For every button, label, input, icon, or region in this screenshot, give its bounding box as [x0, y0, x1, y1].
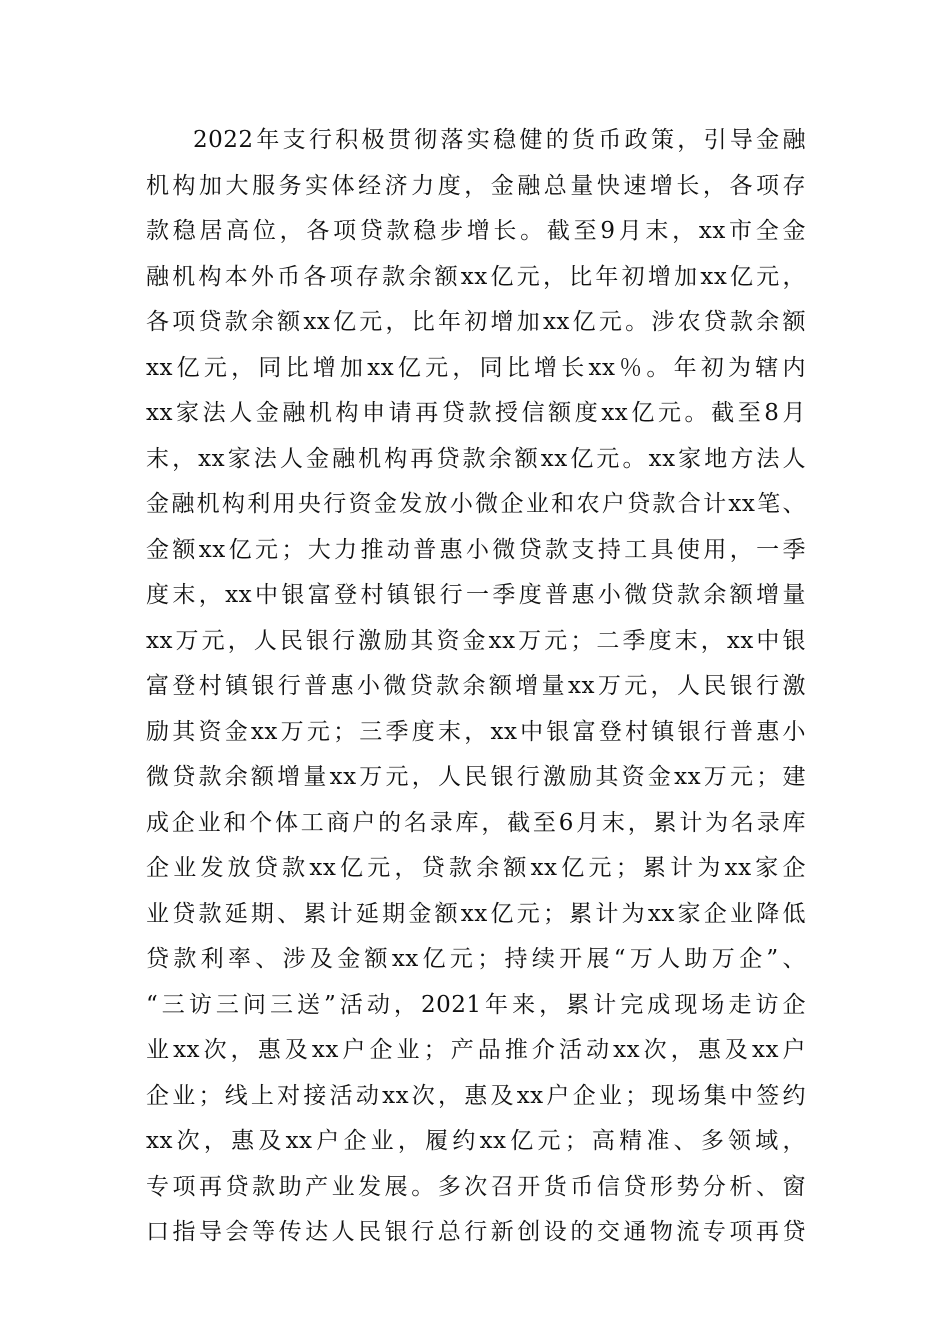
body-paragraph: [146, 118, 806, 1256]
text-line: 业xx次，惠及xx户企业；产品推介活动xx次，惠及xx户: [146, 1037, 806, 1063]
text-line: xx亿元，同比增加xx亿元，同比增长xx％。年初为辖内: [146, 354, 806, 381]
text-line: 金额xx亿元；大力推动普惠小微贷款支持工具使用，一季: [146, 536, 806, 563]
text-line: 贷款利率、涉及金额xx亿元；持续开展“万人助万企”、: [146, 946, 806, 972]
text-line: 富登村镇银行普惠小微贷款余额增量xx万元，人民银行激: [146, 673, 806, 699]
text-line: 专项再贷款助产业发展。多次召开货币信贷形势分析、窗: [146, 1173, 806, 1200]
text-line: 度末，xx中银富登村镇银行一季度普惠小微贷款余额增量: [146, 582, 806, 608]
text-line: 末，xx家法人金融机构再贷款余额xx亿元。xx家地方法人: [146, 445, 806, 472]
text-line: 机构加大服务实体经济力度，金融总量快速增长，各项存: [146, 172, 806, 199]
text-line: 2022年支行积极贯彻落实稳健的货币政策，引导金融: [193, 127, 806, 153]
text-line: 金融机构利用央行资金发放小微企业和农户贷款合计xx笔、: [146, 491, 806, 517]
text-line: 各项贷款余额xx亿元，比年初增加xx亿元。涉农贷款余额: [146, 309, 806, 335]
text-line: 企业；线上对接活动xx次，惠及xx户企业；现场集中签约: [146, 1082, 806, 1109]
text-line: 企业发放贷款xx亿元，贷款余额xx亿元；累计为xx家企: [146, 855, 806, 881]
text-line: xx次，惠及xx户企业，履约xx亿元；高精准、多领域，: [146, 1128, 806, 1154]
text-line: 微贷款余额增量xx万元，人民银行激励其资金xx万元；建: [146, 764, 806, 790]
text-line: “三访三问三送”活动，2021年来，累计完成现场走访企: [146, 991, 806, 1018]
text-line: 款稳居高位，各项贷款稳步增长。截至9月末，xx市全金: [146, 218, 806, 244]
text-line: 融机构本外币各项存款余额xx亿元，比年初增加xx亿元，: [146, 263, 806, 290]
text-line: 励其资金xx万元；三季度末，xx中银富登村镇银行普惠小: [146, 718, 806, 745]
text-line: 口指导会等传达人民银行总行新创设的交通物流专项再贷: [146, 1219, 806, 1245]
text-line: xx万元，人民银行激励其资金xx万元；二季度末，xx中银: [146, 627, 806, 654]
text-line: 成企业和个体工商户的名录库，截至6月末，累计为名录库: [146, 809, 806, 836]
text-line: xx家法人金融机构申请再贷款授信额度xx亿元。截至8月: [146, 400, 806, 426]
text-line: 业贷款延期、累计延期金额xx亿元；累计为xx家企业降低: [146, 900, 806, 927]
